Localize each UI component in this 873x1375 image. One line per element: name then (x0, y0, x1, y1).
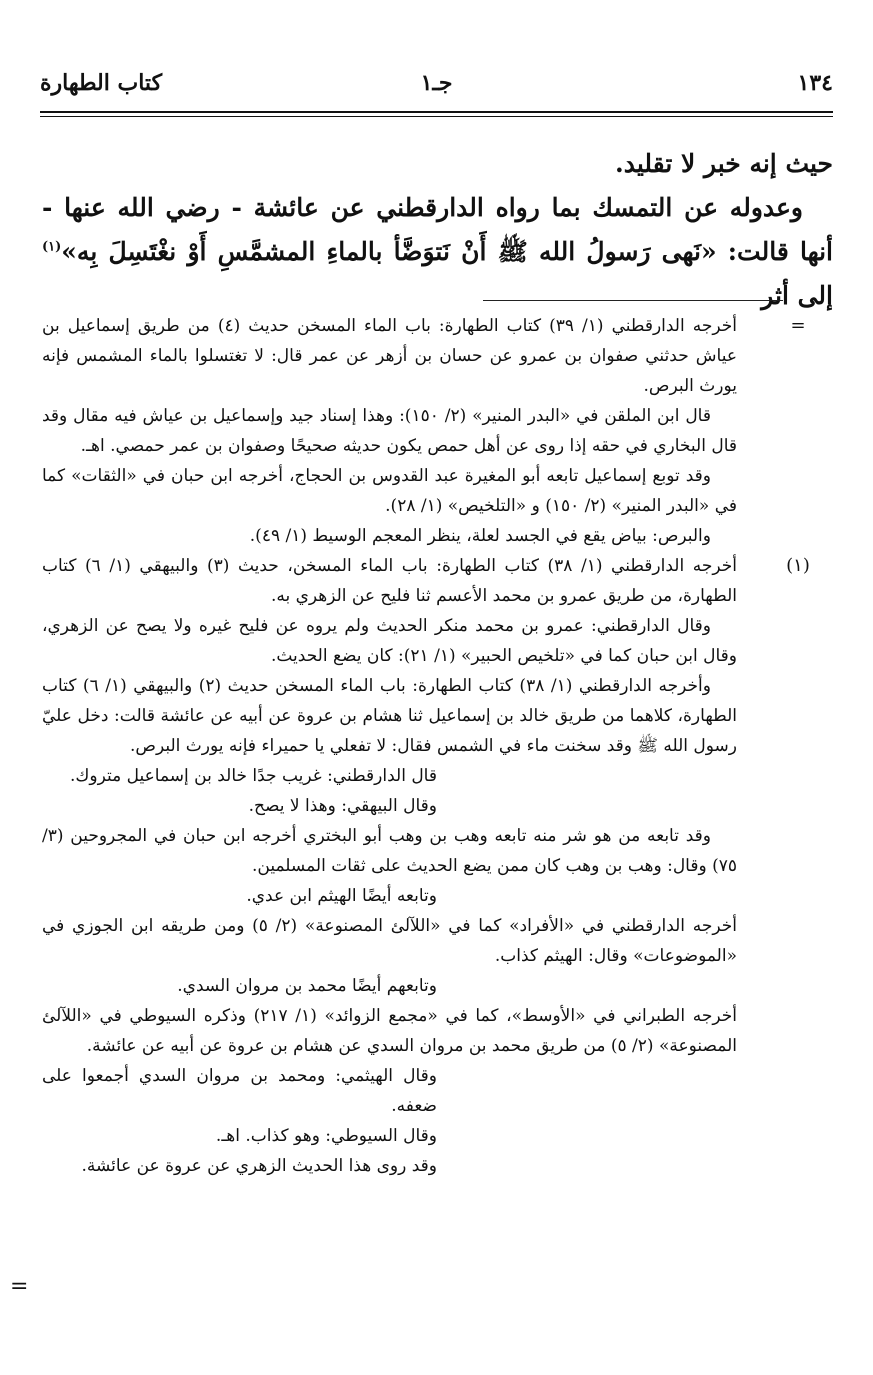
footnote-continuation (42, 311, 833, 551)
footnote-ref-1[interactable]: (١) (42, 239, 62, 255)
footnote-line: قال ابن الملقن في «البدر المنير» (٢/ ١٥٠): وهذا إسناد جيد وإسماعيل بن عياش فيه مقال وقد قال البخاري في حقه إذا روى عن أهل حمص يكون حديثه صحيحًا وصفوان بن عمر حمصي. اهـ. (42, 406, 737, 456)
footnote-line: وأخرجه الدارقطني (١/ ٣٨) كتاب الطهارة: باب الماء المسخن حديث (٢) والبيهقي (١/ ٦) كتاب الطهارة، كلاهما من طريق خالد بن إسماعيل ثنا هشام بن عروة عن أبيه عن عائشة قالت: دخل عليّ رسول الله ﷺ وقد سخنت ماء في الشمس فقال: لا تفعلي يا حميراء فإنه يورث البرص. (42, 676, 737, 756)
footnote-line: وتابعهم أيضًا محمد بن مروان السدي. (177, 976, 437, 996)
footnote-line: وتابعه أيضًا الهيثم ابن عدي. (246, 886, 437, 906)
footnote-1 (42, 551, 833, 1181)
main-line-1: حيث إنه خبر لا تقليد. (615, 149, 833, 178)
page-number: ١٣٤ (797, 70, 833, 96)
main-paragraph-2-tail: إلى أثر (761, 281, 833, 310)
main-paragraph-2 (42, 186, 833, 318)
header-rule-thick (40, 111, 833, 113)
footnote-line: وقال الدارقطني: عمرو بن محمد منكر الحديث ولم يروه عن فليح غيره ولا يصح عن الزهري، وقال ابن حبان كما في «تلخيص الحبير» (١/ ٢١): كان يضع الحديث. (42, 616, 737, 666)
footnote-line: وقال السيوطي: وهو كذاب. اهـ. (215, 1126, 437, 1146)
volume-label: جـ١ (420, 70, 453, 96)
footnote-line: والبرص: بياض يقع في الجسد لعلة، ينظر المعجم الوسيط (١/ ٤٩). (249, 526, 711, 546)
footnote-line: وقد تابعه من هو شر منه تابعه وهب بن وهب أبو البختري أخرجه ابن حبان في المجروحين (٣/ ٧٥) وقال: وهب بن وهب كان ممن يضع الحديث على ثقات المسلمين. (42, 826, 737, 876)
bottom-margin-mark: = (10, 1274, 29, 1299)
footnote-line: قال الدارقطني: غريب جدًا خالد بن إسماعيل متروك. (69, 766, 437, 786)
footnote-separator (483, 300, 783, 301)
footnote-1-marker: (١) (786, 555, 810, 576)
footnotes (42, 311, 833, 1181)
footnote-line: أخرجه الدارقطني (١/ ٣٩) كتاب الطهارة: باب الماء المسخن حديث (٤) من طريق إسماعيل بن عياش حدثني صفوان بن عمرو عن حسان بن أزهر عن عمر قال: لا تغتسلوا بالماء المشمس فإنه يورث البرص. (42, 316, 737, 396)
footnote-line: أخرجه الدارقطني (١/ ٣٨) كتاب الطهارة: باب الماء المسخن، حديث (٣) والبيهقي (١/ ٦) كتاب الطهارة، من طريق عمرو بن محمد الأعسم ثنا فليح عن الزهري به. (42, 556, 737, 606)
footnote-line: وقد روى هذا الحديث الزهري عن عروة عن عائشة. (81, 1156, 437, 1176)
footnote-line: أخرجه الطبراني في «الأوسط»، كما في «مجمع الزوائد» (١/ ٢١٧) وذكره السيوطي في «اللآلئ المصنوعة» (٢/ ٥) من طريق محمد بن مروان السدي عن هشام بن عروة عن أبيه عن عائشة. (42, 1006, 737, 1056)
footnote-line: وقد توبع إسماعيل تابعه أبو المغيرة عبد القدوس بن الحجاج، أخرجه ابن حبان في «الثقات» كما في «البدر المنير» (٢/ ١٥٠) و «التلخيص» (١/ ٢٨). (42, 466, 737, 516)
footnote-line: وقال الهيثمي: ومحمد بن مروان السدي أجمعوا على ضعفه. (42, 1066, 437, 1116)
main-paragraph-2-text: وعدوله عن التمسك بما رواه الدارقطني عن عائشة - رضي الله عنها - أنها قالت: «نَهى رَسولُ الله ﷺ أَنْ نَتوَضَّأ بالماءِ المشمَّسِ أَوْ نغْتَسِلَ بِه» (42, 193, 833, 266)
header-rule-thin (40, 116, 833, 117)
footnote-line: وقال البيهقي: وهذا لا يصح. (248, 796, 437, 816)
main-text (42, 142, 833, 318)
footnote-line: أخرجه الدارقطني في «الأفراد» كما في «اللآلئ المصنوعة» (٢/ ٥) ومن طريقه ابن الجوزي في «الموضوعات» وقال: الهيثم كذاب. (42, 916, 737, 966)
page-header (40, 66, 833, 106)
book-title: كتاب الطهارة (40, 70, 163, 96)
continuation-marker: = (790, 315, 806, 336)
